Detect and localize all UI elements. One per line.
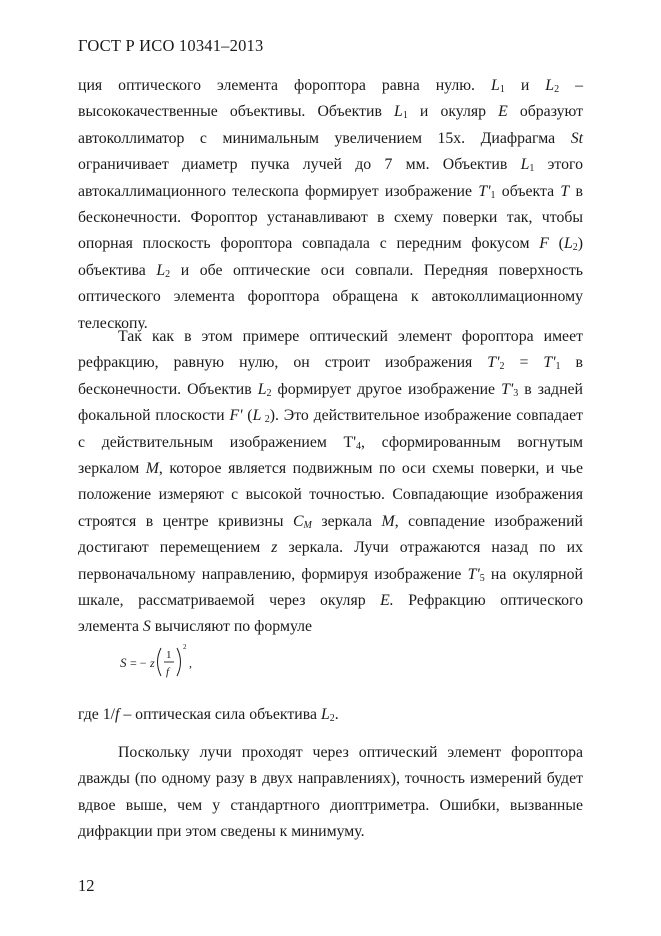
paragraph-optical-power-note: где 1/f – оптическая сила объектива $L_2$. bbox=[78, 706, 339, 724]
page-number: 12 bbox=[78, 876, 95, 895]
document-header: ГОСТ Р ИСО 10341–2013 bbox=[78, 36, 264, 55]
formula-numerator: 1 bbox=[166, 649, 172, 661]
formula-comma: , bbox=[189, 656, 192, 670]
formula-left-paren bbox=[158, 648, 162, 676]
paragraph-accuracy-note: Поскольку лучи проходят через оптический элемент фороптора дважды (по одному разу в двух направлениях), точность измерений будет вдвое выше, чем у стандартного диоптриметра. Ошибки, вызванные дифракции при этом сведены к минимуму. bbox=[78, 744, 583, 841]
refraction-formula bbox=[120, 640, 210, 684]
formula-equals-minus: = − bbox=[130, 656, 147, 670]
formula-right-paren bbox=[177, 648, 181, 676]
paragraph-autocollimator: ция оптического элемента фороптора равна нулю. $L_1$ и $L_2$ – высококачественные объективы. Объектив $L_1$ и окуляр E образуют автоколлиматор с минимальным увеличением 15x. Диафрагма St ограничивает диаметр пучка лучей до 7 мм. Объектив $L_1$ этого автокаллимационного телескопа формирует изображение $T'_1$ объекта T в бесконечности. Фороптор устанавливают в схему поверки так, чтобы опорная плоскость фороптора совпадала с передним фокусом F $(L_2)$ объектива $L_2$ и обе оптические оси совпали. Передняя поверхность оптического элемента фороптора обращена к автоколлимационному телескопу. bbox=[78, 77, 584, 332]
paragraph-refraction-measurement: Так как в этом примере оптический элемент фороптора имеет рефракцию, равную нулю, он строит изображения $T'_2 = T'_1$ в бесконечности. Объектив $L_2$ формирует другое изображение $T'_3$ в задней фокальной плоскости F' (L $_2$). Это действительное изображение совпадает с действительным изображением $T'_4$, сформированным вогнутым зеркалом M, которое является подвижным по оси схемы поверки, и чье положение измеряют с высокой точностью. Совпадающие изображения строятся в центре кривизны $C_M$ зеркала M, совпадение изображений достигают перемещением z зеркала. Лучи отражаются назад по их первоначальному направлению, формируя изображение $T'_5$ на окулярной шкале, рассматриваемой через окуляр E. Рефракцию оптического элемента S вычисляют по формуле bbox=[78, 328, 584, 636]
formula-lhs: S bbox=[120, 655, 127, 670]
formula-denominator: f bbox=[166, 666, 170, 678]
formula-exponent: 2 bbox=[183, 643, 187, 651]
formula-z: z bbox=[150, 656, 155, 670]
